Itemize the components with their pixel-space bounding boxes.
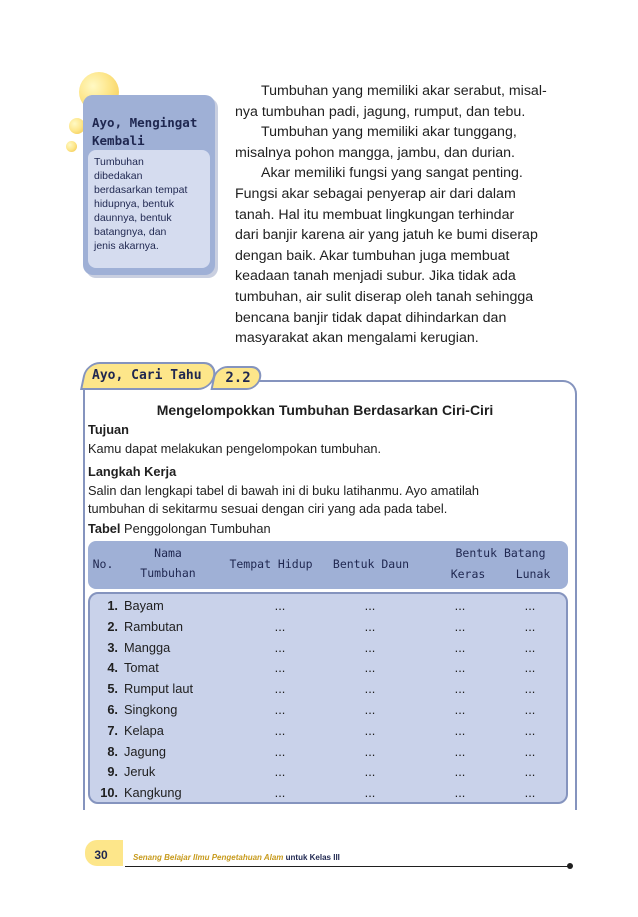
row-lunak: ... [524, 764, 536, 780]
table-row [90, 721, 566, 742]
sidebar-body-line: jenis akarnya. [94, 240, 159, 252]
sidebar-body-line: batangnya, dan [94, 226, 167, 238]
row-tempat-hidup: ... [274, 660, 286, 676]
tabel-caption: Penggolongan Tumbuhan [124, 521, 271, 536]
row-plant-name: Jagung [124, 743, 166, 759]
row-lunak: ... [524, 618, 536, 634]
row-keras: ... [454, 743, 466, 759]
langkah-line1: Salin dan lengkapi tabel di bawah ini di buku latihanmu. Ayo amatilah [88, 483, 480, 498]
paragraph-2 [235, 122, 577, 143]
row-lunak: ... [524, 785, 536, 801]
activity-number: 2.2 [225, 370, 251, 386]
activity-banner-text: Ayo, Cari Tahu [92, 368, 202, 383]
tabel-label: Tabel [88, 521, 121, 536]
row-lunak: ... [524, 702, 536, 717]
row-lunak: ... [524, 598, 536, 613]
table-row [90, 658, 566, 679]
sidebar-body [88, 150, 210, 268]
row-number: 3. [107, 639, 118, 655]
footer-dot [567, 863, 573, 869]
row-number: 5. [107, 681, 118, 697]
row-bentuk-daun: ... [364, 598, 376, 613]
row-bentuk-daun: ... [364, 639, 376, 655]
row-number: 7. [107, 722, 118, 738]
row-plant-name: Singkong [124, 702, 178, 717]
row-plant-name: Mangga [124, 639, 171, 655]
header-bentuk-batang: Bentuk Batang [455, 546, 546, 560]
p3-line: keadaan tanah menjadi subur. Jika tidak ada [235, 268, 516, 285]
table-row [90, 742, 566, 763]
row-number: 10. [100, 785, 118, 801]
row-number: 6. [107, 702, 118, 717]
p3-line: Akar memiliki fungsi yang sangat penting. [261, 165, 523, 182]
tabel-caption-line [88, 520, 568, 538]
page-number: 30 [94, 848, 108, 862]
row-keras: ... [454, 639, 466, 655]
table-row [90, 679, 566, 700]
sidebar-body-line: Tumbuhan [94, 156, 144, 168]
row-lunak: ... [524, 639, 536, 655]
activity-frame-left [83, 386, 85, 810]
tujuan-text: Kamu dapat melakukan pengelompokan tumbuhan. [88, 441, 382, 456]
table-row [90, 783, 566, 804]
main-paragraphs [235, 81, 577, 349]
sidebar-body-line: daunnya, bentuk [94, 212, 172, 224]
row-tempat-hidup: ... [274, 639, 286, 655]
table-header [88, 541, 568, 589]
row-lunak: ... [524, 722, 536, 738]
header-nama-line1: Nama [154, 546, 182, 560]
header-tempat-hidup: Tempat Hidup [229, 557, 313, 571]
row-number: 4. [107, 660, 118, 676]
row-plant-name: Rumput laut [124, 681, 193, 697]
p3-line: dari banjir karena air yang jatuh ke bumi diserap [235, 227, 538, 244]
p3-line: dengan baik. Akar tumbuhan juga membuat [235, 247, 510, 264]
row-tempat-hidup: ... [274, 618, 286, 634]
header-keras: Keras [450, 567, 486, 581]
row-tempat-hidup: ... [274, 702, 286, 717]
p3-line: bencana banjir tidak dapat dihindarkan dan [235, 309, 507, 326]
row-tempat-hidup: ... [274, 722, 286, 738]
row-plant-name: Rambutan [124, 618, 184, 634]
row-keras: ... [454, 702, 466, 717]
row-tempat-hidup: ... [274, 764, 286, 780]
sidebar-title [92, 114, 212, 150]
sidebar-body-line: hidupnya, bentuk [94, 198, 174, 210]
row-number: 8. [107, 743, 118, 759]
p2-line1: Tumbuhan yang memiliki akar tunggang, [261, 124, 517, 141]
tujuan-label: Tujuan [88, 422, 129, 437]
paragraph-1 [235, 81, 577, 102]
p1-line1: Tumbuhan yang memiliki akar serabut, misal- [261, 83, 547, 99]
row-bentuk-daun: ... [364, 764, 376, 780]
row-plant-name: Tomat [124, 660, 159, 676]
header-no: No. [92, 557, 114, 571]
footer-title-suffix: untuk Kelas III [285, 853, 340, 862]
activity-title: Mengelompokkan Tumbuhan Berdasarkan Ciri-Ciri [156, 402, 494, 418]
row-keras: ... [454, 618, 466, 634]
p3-line: Fungsi akar sebagai penyerap air dari dalam [235, 185, 516, 202]
table-row [90, 638, 566, 659]
footer-rule [125, 866, 570, 867]
p3-line: tumbuhan, air sulit diserap oleh tanah sehingga [235, 288, 534, 305]
langkah-label: Langkah Kerja [88, 464, 177, 479]
row-number: 2. [107, 618, 118, 634]
row-keras: ... [454, 660, 466, 676]
sidebar-body-line: berdasarkan tempat [94, 184, 188, 196]
p3-line: masyarakat akan mengalami kerugian. [235, 330, 479, 347]
table-row [90, 762, 566, 783]
row-lunak: ... [524, 743, 536, 759]
table-row [90, 700, 566, 721]
row-number: 9. [107, 764, 118, 780]
row-lunak: ... [524, 681, 536, 697]
header-lunak: Lunak [515, 567, 551, 581]
row-plant-name: Kelapa [124, 722, 164, 738]
decorative-bubble-small [66, 141, 77, 152]
row-keras: ... [454, 764, 466, 780]
table-body [88, 592, 568, 804]
row-bentuk-daun: ... [364, 722, 376, 738]
footer-book-title [133, 852, 553, 864]
row-plant-name: Kangkung [124, 785, 182, 801]
row-bentuk-daun: ... [364, 660, 376, 676]
table-row [90, 617, 566, 638]
row-keras: ... [454, 785, 466, 801]
sidebar-title-line1: Ayo, Mengingat [92, 115, 198, 130]
row-number: 1. [107, 598, 118, 613]
row-bentuk-daun: ... [364, 618, 376, 634]
sidebar-body-line: dibedakan [94, 170, 143, 182]
row-tempat-hidup: ... [274, 785, 286, 801]
sidebar-title-line2: Kembali [92, 133, 145, 148]
p2-line2: misalnya pohon mangga, jambu, dan durian. [235, 144, 515, 161]
row-bentuk-daun: ... [364, 785, 376, 801]
paragraph-3 [235, 163, 577, 184]
row-keras: ... [454, 722, 466, 738]
row-bentuk-daun: ... [364, 743, 376, 759]
langkah-line2: tumbuhan di sekitarmu sesuai dengan ciri yang ada pada tabel. [88, 501, 448, 516]
row-tempat-hidup: ... [274, 681, 286, 697]
row-lunak: ... [524, 660, 536, 676]
header-bentuk-daun: Bentuk Daun [332, 557, 410, 571]
table-row [90, 596, 566, 617]
row-plant-name: Jeruk [124, 764, 156, 780]
p1-line2: nya tumbuhan padi, jagung, rumput, dan tebu. [235, 103, 526, 120]
row-keras: ... [454, 681, 466, 697]
row-plant-name: Bayam [124, 598, 164, 613]
row-bentuk-daun: ... [364, 702, 376, 717]
row-tempat-hidup: ... [274, 598, 286, 613]
footer-title: Senang Belajar Ilmu Pengetahuan Alam [133, 853, 284, 862]
row-tempat-hidup: ... [274, 743, 286, 759]
p3-line: tanah. Hal itu membuat lingkungan terhindar [235, 206, 515, 223]
row-keras: ... [454, 598, 466, 613]
header-nama-line2: Tumbuhan [140, 566, 196, 580]
row-bentuk-daun: ... [364, 681, 376, 697]
